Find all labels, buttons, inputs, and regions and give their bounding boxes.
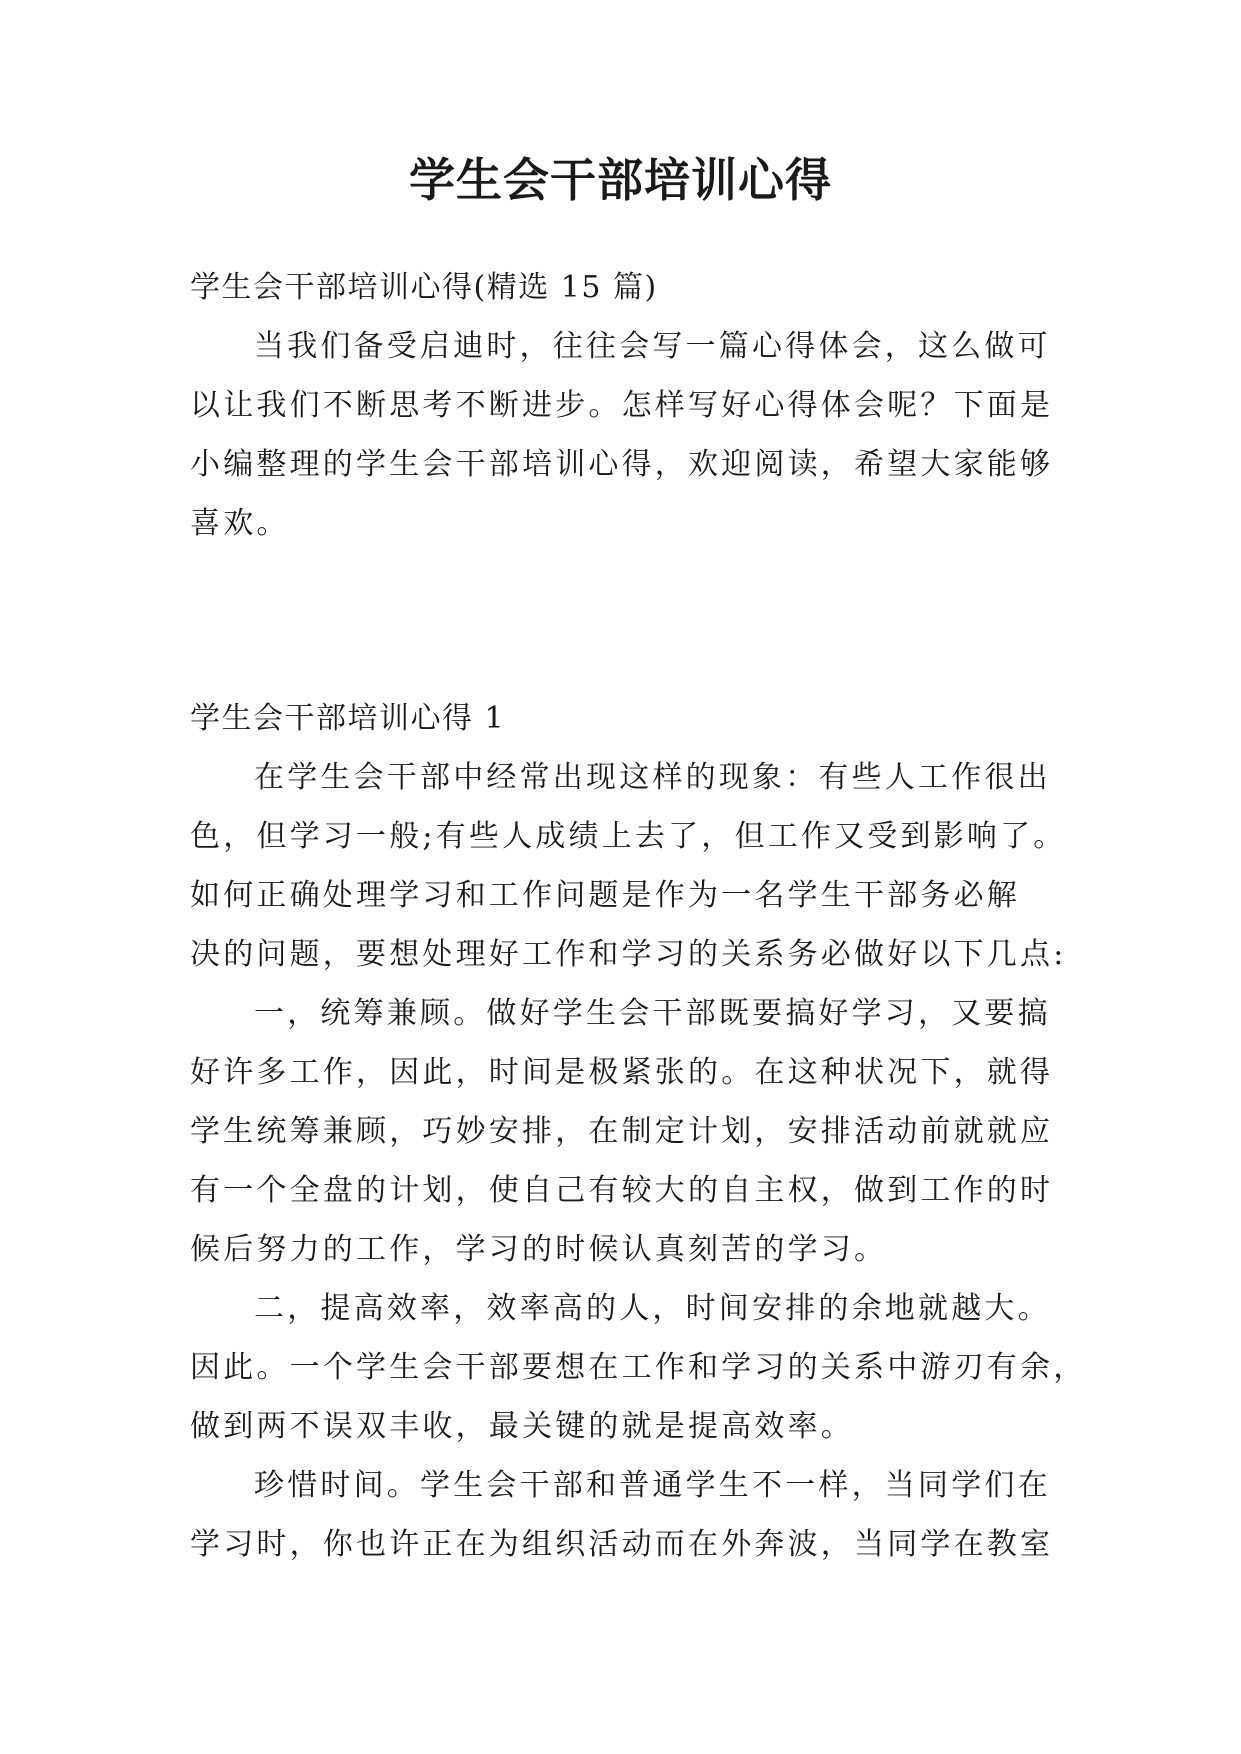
paragraph-line: 在学生会干部中经常出现这样的现象：有些人工作很出	[254, 760, 1051, 795]
paragraph-line: 因此。一个学生会干部要想在工作和学习的关系中游刃有余，	[190, 1350, 1087, 1385]
paragraph-line: 学生统筹兼顾，巧妙安排，在制定计划，安排活动前就就应	[190, 1114, 1054, 1149]
document-body	[190, 258, 1087, 1574]
paragraph-line: 决的问题，要想处理好工作和学习的关系务必做好以下几点:	[190, 937, 1067, 972]
paragraph-line: 学习时，你也许正在为组织活动而在外奔波，当同学在教室	[190, 1527, 1054, 1562]
document-subtitle: 学生会干部培训心得(精选 15 篇)	[190, 270, 658, 305]
paragraph-line: 珍惜时间。学生会干部和普通学生不一样，当同学们在	[254, 1468, 1051, 1503]
paragraph-line: 一，统筹兼顾。做好学生会干部既要搞好学习，又要搞	[254, 996, 1051, 1031]
intro-line: 喜欢。	[190, 506, 290, 541]
paragraph-line: 如何正确处理学习和工作问题是作为一名学生干部务必解	[190, 878, 1020, 913]
paragraph-line: 二，提高效率，效率高的人，时间安排的余地就越大。	[254, 1291, 1051, 1326]
section-spacer	[190, 553, 1060, 689]
document-title: 学生会干部培训心得	[409, 153, 832, 207]
intro-line: 当我们备受启迪时，往往会写一篇心得体会，这么做可	[254, 329, 1051, 364]
paragraph-line: 好许多工作，因此，时间是极紧张的。在这种状况下，就得	[190, 1055, 1054, 1090]
intro-line: 以让我们不断思考不断进步。怎样写好心得体会呢？下面是	[190, 388, 1054, 423]
paragraph-line: 候后努力的工作，学习的时候认真刻苦的学习。	[190, 1232, 888, 1267]
paragraph-line: 有一个全盘的计划，使自己有较大的自主权，做到工作的时	[190, 1173, 1054, 1208]
paragraph-line: 做到两不误双丰收，最关键的就是提高效率。	[190, 1409, 854, 1444]
section-heading: 学生会干部培训心得 1	[190, 701, 506, 736]
paragraph-line: 色，但学习一般;有些人成绩上去了，但工作又受到影响了。	[190, 819, 1067, 854]
intro-line: 小编整理的学生会干部培训心得，欢迎阅读，希望大家能够	[190, 447, 1054, 482]
